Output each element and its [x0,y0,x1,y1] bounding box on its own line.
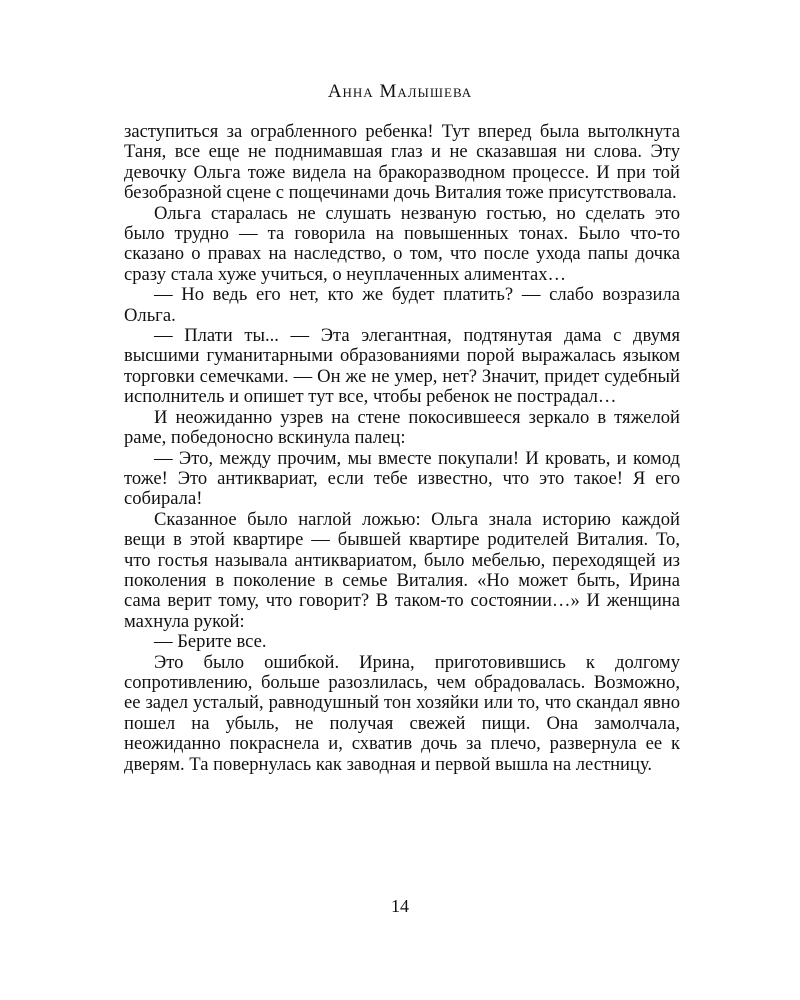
paragraph-6: — Это, между прочим, мы вместе покупали! И кровать, и комод тоже! Это антиквариат, если тебе известно, что это такое! Я его собирала! [124,447,680,510]
paragraph-3: — Но ведь его нет, кто же будет платить? — слабо возразила Ольга. [124,284,680,326]
paragraph-5: И неожиданно узрев на стене покосившееся зеркало в тяжелой раме, победоносно вскинула палец: [124,406,680,449]
paragraph-9: Это было ошибкой. Ирина, приготовившись к долгому сопротивлению, больше разозлилась, чем обрадовалась. Возможно, ее задел усталый, равнодушный тон хозяйки или то, что скандал явно пошел на убыль, не получая свежей пищи. Она замолчала, неожиданно покраснела и, схватив дочь за плечо, развернула ее к дверям. Та повернулась как заводная и первой вышла на лестницу. [124,651,680,775]
paragraph-2: Ольга старалась не слушать незваную гостью, но сделать это было трудно — та говорила на повышенных тонах. Было что-то сказано о правах на наследство, о том, что после ухода папы дочка сразу стала хуже учиться, о неуплаченных алиментах… [124,202,680,285]
body-text [124,122,680,775]
page-number: 14 [391,896,409,916]
paragraph-4: — Плати ты... — Эта элегантная, подтянутая дама с двумя высшими гуманитарными образованиями порой выражалась языком торговки семечками. — Он же не умер, нет? Значит, придет судебный исполнитель и опишет тут все, чтобы ребенок не пострадал… [124,325,680,408]
paragraph-7: Сказанное было наглой ложью: Ольга знала историю каждой вещи в этой квартире — бывшей квартире родителей Виталия. То, что гостья называла антиквариатом, было мебелью, переходящей из поколения в поколение в семье Виталия. «Но может быть, Ирина сама верит тому, что говорит? В таком-то состоянии…» И женщина махнула рукой: [124,508,680,632]
paragraph-1: заступиться за ограбленного ребенка! Тут вперед была вытолкнута Таня, все еще не поднимавшая глаз и не сказавшая ни слова. Эту девочку Ольга тоже видела на бракоразводном процессе. И при той безобразной сцене с пощечинами дочь Виталия тоже присутствовала. [124,121,680,204]
running-header-author: Анна Малышева [327,81,473,102]
paragraph-8: — Берите все. [154,631,267,653]
